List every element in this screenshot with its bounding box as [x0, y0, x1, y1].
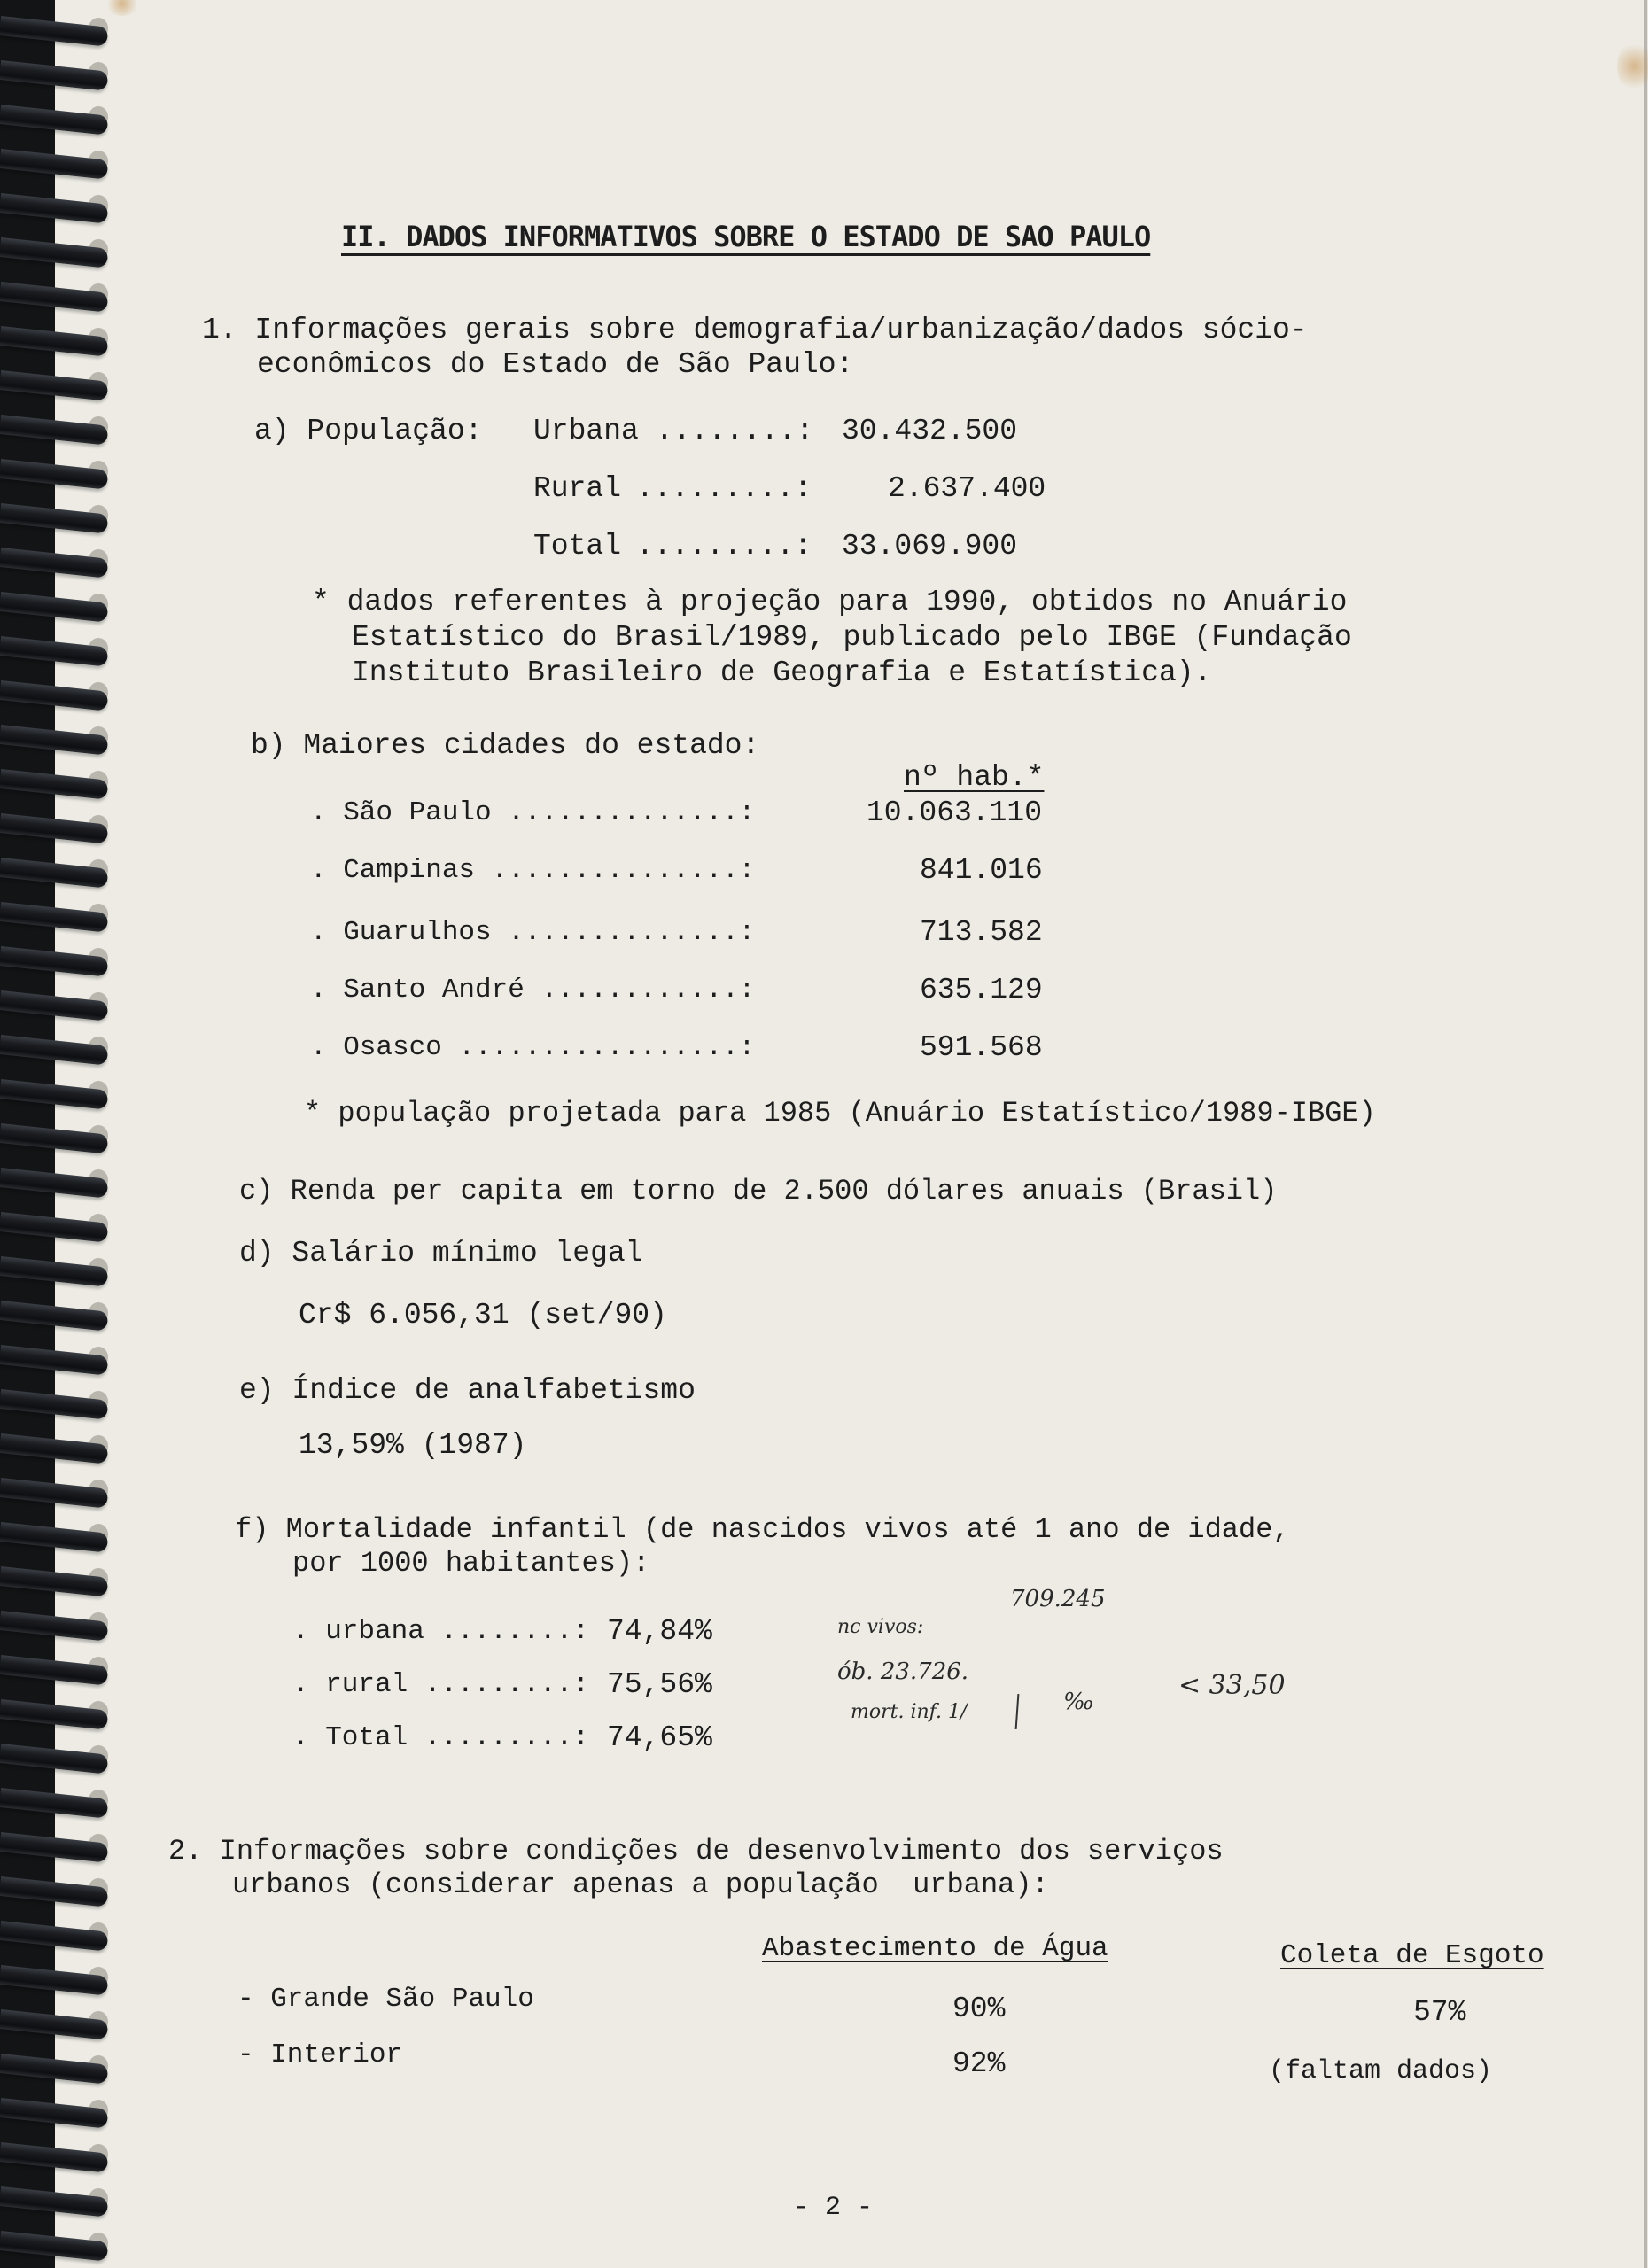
item-f-label-line1: f) Mortalidade infantil (de nascidos vivos até 1 ano de idade, — [235, 1513, 1290, 1546]
item-a-label: a) População: — [254, 415, 483, 447]
item-e-label: e) Índice de analfabetismo — [239, 1374, 696, 1407]
city-value: 591.568 — [920, 1031, 1043, 1064]
item-f-label-line2: por 1000 habitantes): — [292, 1547, 650, 1580]
item-d-label: d) Salário mínimo legal — [239, 1237, 643, 1270]
column-header-agua: Abastecimento de Água — [762, 1933, 1108, 1964]
population-urban-name: Urbana — [533, 415, 639, 447]
rust-stain — [1617, 40, 1648, 93]
population-total-dots: .........: — [636, 530, 812, 563]
item-d-value: Cr$ 6.056,31 (set/90) — [299, 1299, 667, 1332]
population-total-value: 33.069.900 — [842, 530, 1018, 563]
services-row-agua: 90% — [952, 1992, 1006, 2025]
handwritten-note: nc vivos: — [837, 1616, 924, 1638]
mortality-row-value: 74,84% — [607, 1615, 712, 1648]
handwritten-stroke — [1015, 1694, 1020, 1729]
population-rural-value: 2.637.400 — [888, 472, 1046, 505]
mortality-row-name: . Total .........: — [292, 1722, 589, 1753]
page-number: - 2 - — [793, 2193, 874, 2223]
population-rural-dots: .........: — [636, 472, 812, 505]
city-value: 841.016 — [920, 854, 1043, 887]
population-note-line1: * dados referentes à projeção para 1990, obtidos no Anuário — [312, 586, 1348, 618]
item-e-value: 13,59% (1987) — [299, 1429, 527, 1462]
services-row-region: - Interior — [237, 2039, 403, 2070]
handwritten-note: ób. 23.726. — [837, 1658, 969, 1685]
section1-heading-line1: 1. Informações gerais sobre demografia/urbanização/dados sócio- — [202, 314, 1308, 346]
population-urban-value: 30.432.500 — [842, 415, 1018, 447]
city-value: 713.582 — [920, 916, 1043, 949]
population-note-line2: Estatístico do Brasil/1989, publicado pelo IBGE (Fundação — [352, 621, 1352, 654]
item-c-label: c) Renda per capita em torno de 2.500 dólares anuais (Brasil) — [239, 1175, 1278, 1208]
handwritten-note: < 33,50 — [1178, 1670, 1286, 1701]
city-name: . Osasco .................: — [310, 1032, 756, 1063]
handwritten-note: mort. inf. 1/ — [851, 1701, 968, 1723]
population-note-line3: Instituto Brasileiro de Geografia e Estatística). — [352, 656, 1212, 689]
mortality-row-value: 74,65% — [607, 1721, 712, 1754]
item-b-label: b) Maiores cidades do estado: — [251, 729, 760, 762]
handwritten-note: ‰ — [1063, 1689, 1094, 1715]
document-title: II. DADOS INFORMATIVOS SOBRE O ESTADO DE SAO PAULO — [341, 220, 1151, 253]
population-rural-name: Rural — [533, 472, 622, 505]
cities-note: * população projetada para 1985 (Anuário Estatístico/1989-IBGE) — [304, 1097, 1376, 1130]
mortality-row-name: . urbana ........: — [292, 1616, 589, 1647]
mortality-row-value: 75,56% — [607, 1668, 712, 1701]
city-value: 10.063.110 — [867, 796, 1043, 829]
section2-heading-line1: 2. Informações sobre condições de desenvolvimento dos serviços — [168, 1835, 1224, 1868]
city-name: . São Paulo ..............: — [310, 797, 756, 828]
city-value: 635.129 — [920, 974, 1043, 1006]
column-header-esgoto: Coleta de Esgoto — [1280, 1940, 1544, 1971]
section1-heading-line2: econômicos do Estado de São Paulo: — [257, 348, 854, 381]
services-row-agua: 92% — [952, 2047, 1006, 2080]
mortality-row-name: . rural .........: — [292, 1669, 589, 1700]
cities-column-header: nº hab.* — [904, 761, 1045, 794]
handwritten-note: 709.245 — [1010, 1586, 1106, 1612]
city-name: . Guarulhos ..............: — [310, 917, 756, 948]
population-urban-dots: ........: — [656, 415, 814, 447]
city-name: . Santo André ............: — [310, 975, 756, 1006]
services-row-region: - Grande São Paulo — [237, 1984, 534, 2015]
city-name: . Campinas ...............: — [310, 855, 756, 886]
population-total-name: Total — [533, 530, 622, 563]
services-row-esgoto: (faltam dados) — [1269, 2056, 1493, 2086]
section2-heading-line2: urbanos (considerar apenas a população urbana): — [232, 1868, 1049, 1901]
corner-stain — [105, 0, 140, 16]
services-row-esgoto: 57% — [1413, 1996, 1466, 2029]
